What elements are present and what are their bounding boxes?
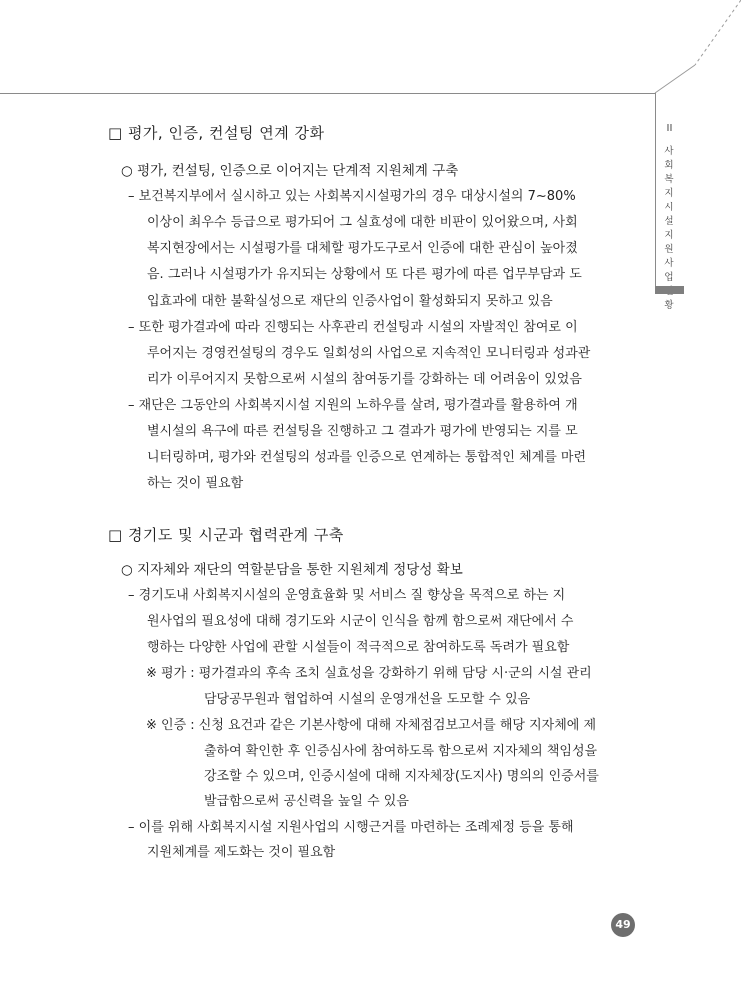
section-heading: □ 평가, 인증, 컨설팅 연계 강화 bbox=[108, 124, 325, 142]
note-line: 발급함으로써 공신력을 높일 수 있음 bbox=[204, 794, 409, 809]
section-subheading: ○ 지자체와 재단의 역할분담을 통한 지원체계 정당성 확보 bbox=[121, 562, 463, 578]
body-line: 지원체계를 제도화는 것이 필요함 bbox=[147, 845, 336, 860]
note-line: 출하여 확인한 후 인증심사에 참여하도록 함으로써 지자체의 책임성을 bbox=[204, 744, 598, 759]
note-line: 강조할 수 있으며, 인증시설에 대해 지자체장(도지사) 명의의 인증서를 bbox=[204, 769, 599, 784]
body-line: – 이를 위해 사회복지시설 지원사업의 시행근거를 마련하는 조례제정 등을 통해 bbox=[128, 820, 574, 835]
note-line: 담당공무원과 협업하여 시설의 운영개선을 도모할 수 있음 bbox=[204, 692, 531, 707]
chapter-side-tab bbox=[655, 93, 684, 311]
body-line: 음. 그러나 시설평가가 유지되는 상황에서 또 다른 평가에 따른 업무부담과 도 bbox=[147, 267, 582, 282]
chapter-numeral: II bbox=[666, 123, 673, 134]
body-line: 니터링하며, 평가와 컨설팅의 성과를 인증으로 연계하는 통합적인 체계를 마련 bbox=[147, 450, 587, 465]
body-line: 원사업의 필요성에 대해 경기도와 시군이 인식을 함께 함으로써 재단에서 수 bbox=[147, 614, 574, 629]
body-line: – 재단은 그동안의 사회복지시설 지원의 노하우를 살려, 평가결과를 활용하여 개 bbox=[128, 398, 578, 413]
chapter-title: 사회복지시설 지원사업 황 bbox=[664, 146, 674, 311]
body-line: 별시설의 욕구에 따른 컨설팅을 진행하고 그 결과가 평가에 반영되는 지를 모 bbox=[147, 424, 578, 439]
page-number-badge: 49 bbox=[611, 913, 635, 937]
body-line: 입효과에 대한 불확실성으로 재단의 인증사업이 활성화되지 못하고 있음 bbox=[147, 294, 553, 309]
side-tab-rule bbox=[655, 93, 656, 286]
note-line: ※ 평가 : 평가결과의 후속 조치 실효성을 강화하기 위해 담당 시·군의 시설 관리 bbox=[146, 666, 592, 681]
body-line: 하는 것이 필요함 bbox=[147, 476, 244, 491]
body-line: 복지현장에서는 시설평가를 대체할 평가도구로서 인증에 대한 관심이 높아졌 bbox=[147, 241, 578, 256]
note-line: ※ 인증 : 신청 요건과 같은 기본사항에 대해 자체점검보고서를 해당 지자체에 제 bbox=[146, 718, 597, 733]
body-line: – 보건복지부에서 실시하고 있는 사회복지시설평가의 경우 대상시설의 7~80% bbox=[128, 189, 576, 204]
body-line: – 또한 평가결과에 따라 진행되는 사후관리 컨설팅과 시설의 자발적인 참여로 이 bbox=[128, 320, 578, 335]
body-line: 루어지는 경영컨설팅의 경우도 일회성의 사업으로 지속적인 모니터링과 성과관 bbox=[147, 346, 591, 361]
body-line: 이상이 최우수 등급으로 평가되어 그 실효성에 대한 비판이 있어왔으며, 사회 bbox=[147, 215, 578, 230]
section-heading: □ 경기도 및 시군과 협력관계 구축 bbox=[108, 526, 344, 544]
body-line: – 경기도내 사회복지시설의 운영효율화 및 서비스 질 향상을 목적으로 하는 지 bbox=[128, 588, 566, 603]
body-line: 행하는 다양한 사업에 관할 시설들이 적극적으로 참여하도록 독려가 필요함 bbox=[147, 640, 570, 655]
top-rule bbox=[0, 93, 655, 94]
body-line: 리가 이루어지지 못함으로써 시설의 참여동기를 강화하는 데 어려움이 있었음 bbox=[147, 372, 582, 387]
side-tab-bar bbox=[655, 286, 684, 294]
section-subheading: ○ 평가, 컨설팅, 인증으로 이어지는 단계적 지원체계 구축 bbox=[121, 163, 459, 179]
